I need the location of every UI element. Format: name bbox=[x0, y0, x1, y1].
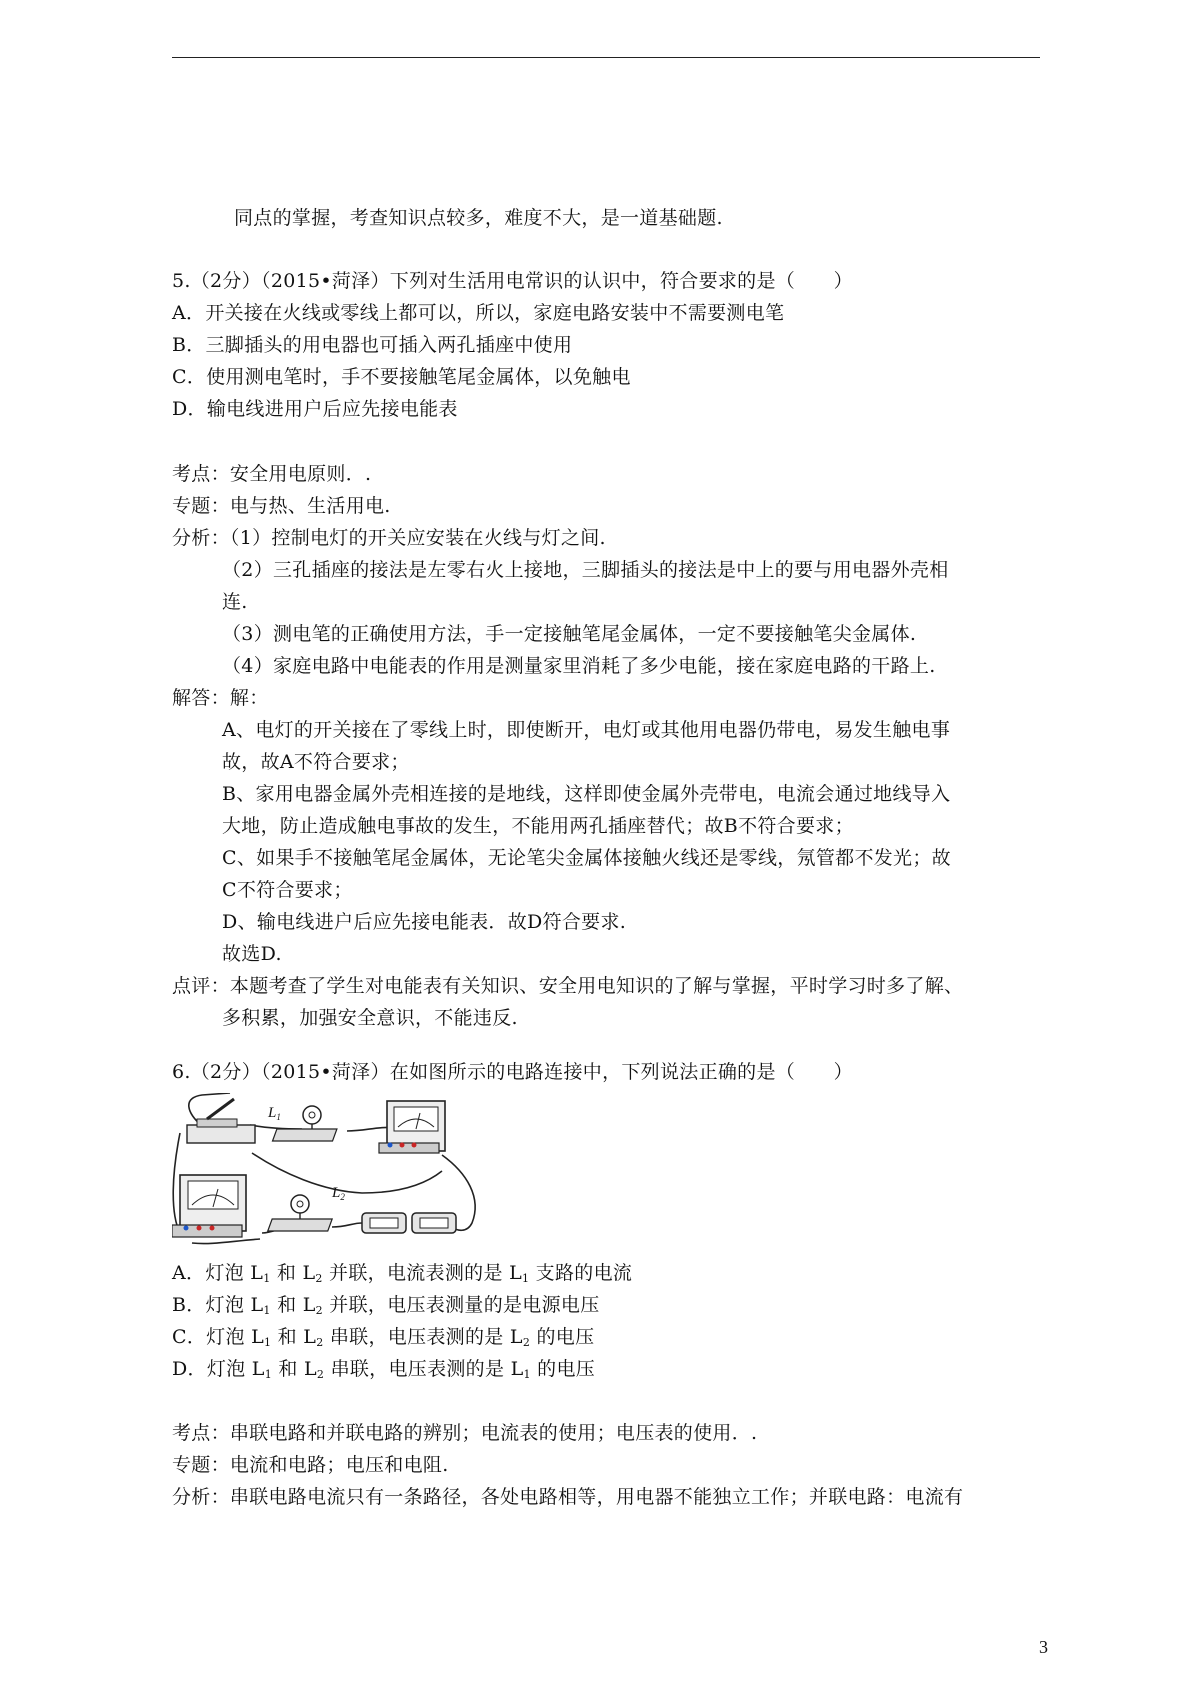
q6-title: 6.（2分）（2015•菏泽）在如图所示的电路连接中，下列说法正确的是（ ） bbox=[172, 1061, 853, 1083]
header-rule bbox=[172, 57, 1040, 58]
q5-jieda-a2: 故，故A不符合要求； bbox=[222, 751, 410, 773]
circuit-wire bbox=[192, 1239, 260, 1244]
q5-fenxi-5: （4）家庭电路中电能表的作用是测量家里消耗了多少电能，接在家庭电路的干路上. bbox=[222, 655, 936, 677]
label-l2: $L_2$ bbox=[332, 1185, 345, 1202]
switch-icon bbox=[187, 1099, 255, 1143]
q5-jieda-d: D、输电线进户后应先接电能表．故D符合要求. bbox=[222, 911, 627, 933]
circuit-wire bbox=[332, 1223, 362, 1227]
q5-option-b: B．三脚插头的用电器也可插入两孔插座中使用 bbox=[172, 334, 573, 356]
q5-dianping-2: 多积累，加强安全意识，不能违反. bbox=[222, 1007, 518, 1029]
q6-option-d: D．灯泡 $L_1$ 和 $L_2$ 串联，电压表测的是 $L_1$ 的电压 bbox=[172, 1358, 596, 1381]
q5-title: 5.（2分）（2015•菏泽）下列对生活用电常识的认识中，符合要求的是（ ） bbox=[172, 270, 853, 292]
q5-jieda-c2: C不符合要求； bbox=[222, 879, 353, 901]
intro-line: 同点的掌握，考查知识点较多，难度不大，是一道基础题. bbox=[234, 207, 723, 229]
q6-option-c: C．灯泡 $L_1$ 和 $L_2$ 串联，电压表测的是 $L_2$ 的电压 bbox=[172, 1326, 595, 1349]
q6-fenxi: 分析：串联电路电流只有一条路径，各处电路相等，用电器不能独立工作；并联电路：电流有 bbox=[172, 1486, 964, 1508]
q5-fenxi-2: （2）三孔插座的接法是左零右火上接地，三脚插头的接法是中上的要与用电器外壳相 bbox=[222, 559, 949, 581]
ammeter-icon bbox=[172, 1175, 246, 1237]
page-number: 3 bbox=[1039, 1637, 1048, 1657]
q5-zhuanti: 专题：电与热、生活用电. bbox=[172, 495, 391, 517]
circuit-wire bbox=[252, 1153, 442, 1193]
q6-kaodian: 考点：串联电路和并联电路的辨别；电流表的使用；电压表的使用．. bbox=[172, 1422, 758, 1444]
label-l1: $L_1$ bbox=[268, 1105, 281, 1122]
q5-option-a: A．开关接在火线或零线上都可以，所以，家庭电路安装中不需要测电笔 bbox=[172, 302, 785, 324]
q5-option-d: D．输电线进用户后应先接电能表 bbox=[172, 398, 458, 420]
q5-fenxi-1: 分析：（1）控制电灯的开关应安装在火线与灯之间. bbox=[172, 527, 606, 549]
q5-jieda-b1: B、家用电器金属外壳相连接的是地线，这样即使金属外壳带电，电流会通过地线导入 bbox=[222, 783, 951, 805]
circuit-figure bbox=[172, 1093, 502, 1251]
q6-zhuanti: 专题：电流和电路；电压和电阻. bbox=[172, 1454, 449, 1476]
q5-option-c: C．使用测电笔时，手不要接触笔尾金属体，以免触电 bbox=[172, 366, 631, 388]
q5-jieda-answer: 故选D. bbox=[222, 943, 282, 965]
q6-option-b: B．灯泡 $L_1$ 和 $L_2$ 并联，电压表测量的是电源电压 bbox=[172, 1294, 600, 1317]
q5-fenxi-3: 连. bbox=[222, 591, 248, 613]
battery-icon bbox=[362, 1213, 456, 1233]
q5-dianping-1: 点评：本题考查了学生对电能表有关知识、安全用电知识的了解与掌握，平时学习时多了解、 bbox=[172, 975, 964, 997]
circuit-wire bbox=[173, 1133, 180, 1233]
q5-fenxi-4: （3）测电笔的正确使用方法，手一定接触笔尾金属体，一定不要接触笔尖金属体. bbox=[222, 623, 917, 645]
lamp-l1-icon bbox=[273, 1106, 337, 1141]
lamp-l2-icon bbox=[268, 1195, 332, 1231]
q5-jieda-head: 解答：解： bbox=[172, 687, 269, 709]
q6-option-a: A．灯泡 $L_1$ 和 $L_2$ 并联，电流表测的是 $L_1$ 支路的电流 bbox=[172, 1262, 633, 1285]
q5-kaodian: 考点：安全用电原则．. bbox=[172, 463, 372, 485]
q5-jieda-a1: A、电灯的开关接在了零线上时，即使断开，电灯或其他用电器仍带电，易发生触电事 bbox=[222, 719, 951, 741]
q5-jieda-c1: C、如果手不接触笔尾金属体，无论笔尖金属体接触火线还是零线，氖管都不发光；故 bbox=[222, 847, 951, 869]
q5-jieda-b2: 大地，防止造成触电事故的发生，不能用两孔插座替代；故B不符合要求； bbox=[222, 815, 854, 837]
voltmeter-icon bbox=[379, 1101, 445, 1153]
